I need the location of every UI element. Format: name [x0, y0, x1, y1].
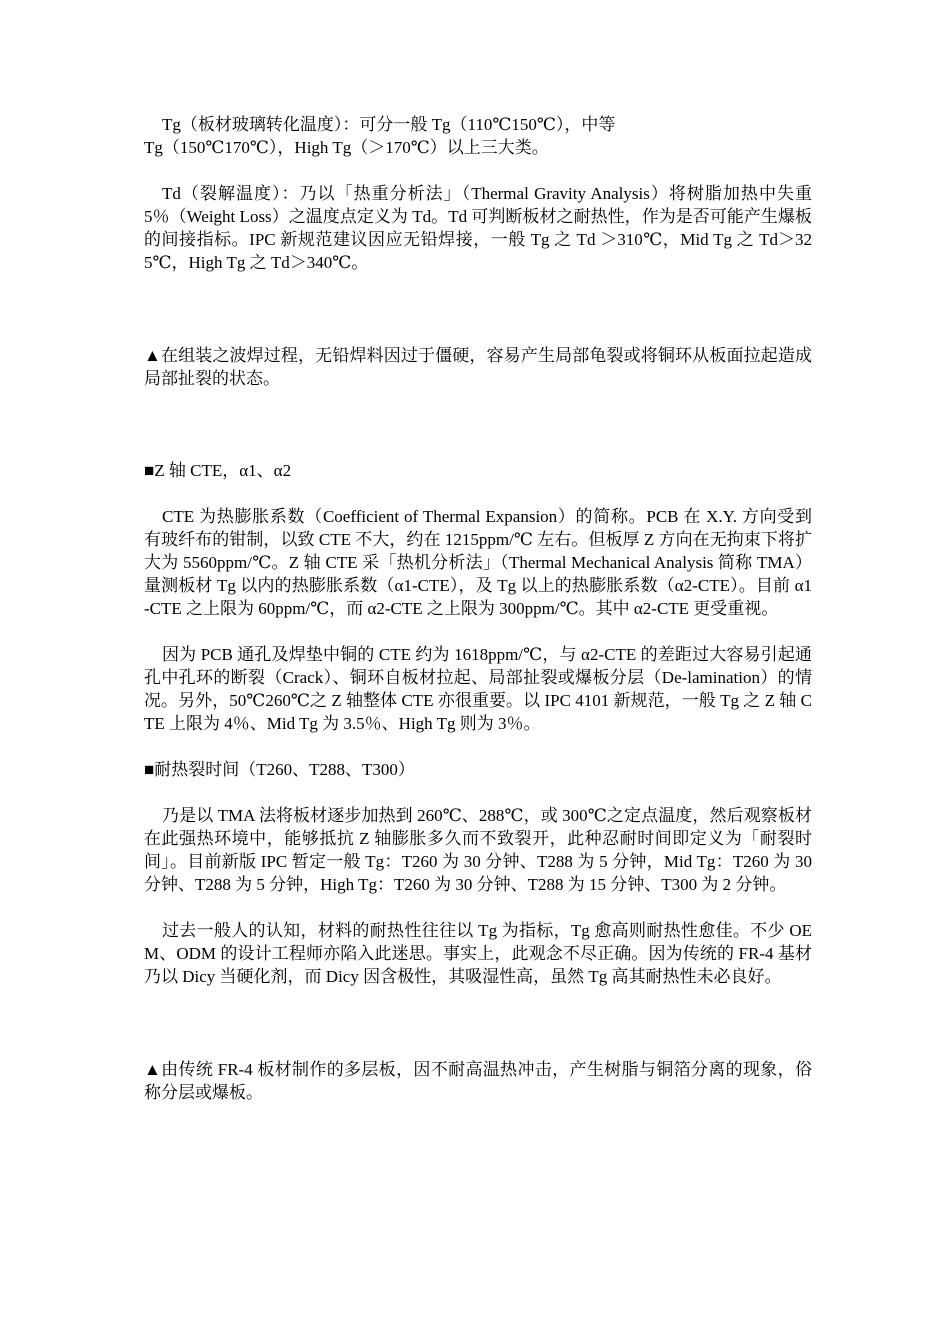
spacer	[144, 896, 812, 919]
spacer	[144, 482, 812, 505]
spacer	[144, 988, 812, 1058]
spacer	[144, 159, 812, 182]
cte-paragraph-2: 因为 PCB 通孔及焊垫中铜的 CTE 约为 1618ppm/℃，与 α2-CTE 的差距过大容易引起通孔中孔环的断裂（Crack）、铜环自板材拉起、局部扯裂或爆板分层（De-lamination）的情况。另外，50℃260℃之 Z 轴整体 CTE 亦很重要。以 IPC 4101 新规范，一般 Tg 之 Z 轴 CTE 上限为 4％、Mid Tg 为 3.5％、High Tg 则为 3％。	[144, 645, 812, 733]
figure-caption-delamination: ▲由传统 FR-4 板材制作的多层板，因不耐高温热冲击，产生树脂与铜箔分离的现象，俗称分层或爆板。	[144, 1060, 812, 1102]
section-heading-z-cte: ■Z 轴 CTE，α1、α2	[144, 461, 292, 480]
spacer	[144, 390, 812, 459]
td-paragraph: Td（裂解温度）：乃以「热重分析法」（Thermal Gravity Analysis）将树脂加热中失重 5％（Weight Loss）之温度点定义为 Td。Td 可判断板材之耐热性，作为是否可能产生爆板的间接指标。IPC 新规范建议因应无铅焊接，一般 Tg 之 Td ＞310℃，Mid Tg 之 Td＞325℃，High Tg 之 Td＞340℃。	[144, 184, 812, 272]
document-body	[144, 113, 812, 1104]
spacer	[144, 274, 812, 344]
time-paragraph-1: 乃是以 TMA 法将板材逐步加热到 260℃、288℃，或 300℃之定点温度，然后观察板材在此强热环境中，能够抵抗 Z 轴膨胀多久而不致裂开，此种忍耐时间即定义为「耐裂时间」。目前新版 IPC 暂定一般 Tg：T260 为 30 分钟、T288 为 5 分钟，Mid Tg：T260 为 30 分钟、T288 为 5 分钟，High Tg：T260 为 30 分钟、T288 为 15 分钟、T300 为 2 分钟。	[144, 806, 812, 894]
tg-paragraph-line2: Tg（150℃170℃），High Tg（＞170℃）以上三大类。	[144, 138, 549, 157]
figure-caption-wave-solder: ▲在组装之波焊过程，无铅焊料因过于僵硬，容易产生局部龟裂或将铜环从板面拉起造成局部扯裂的状态。	[144, 346, 812, 388]
spacer	[144, 781, 812, 804]
tg-paragraph-line1: Tg（板材玻璃转化温度）：可分一般 Tg（110℃150℃），中等	[162, 115, 616, 134]
section-heading-thermal-crack-time: ■耐热裂时间（T260、T288、T300）	[144, 760, 415, 779]
cte-paragraph-1: CTE 为热膨胀系数（Coefficient of Thermal Expansion）的简称。PCB 在 X.Y. 方向受到有玻纤布的钳制，以致 CTE 不大，约在 1215ppm/℃ 左右。但板厚 Z 方向在无拘束下将扩大为 5560ppm/℃。Z 轴 CTE 采「热机分析法」（Thermal Mechanical Analysis 简称 TMA）量测板材 Tg 以内的热膨胀系数（α1-CTE），及 Tg 以上的热膨胀系数（α2-CTE）。目前 α1-CTE 之上限为 60ppm/℃，而 α2-CTE 之上限为 300ppm/℃。其中 α2-CTE 更受重视。	[144, 507, 812, 618]
spacer	[144, 735, 812, 758]
spacer	[144, 620, 812, 643]
time-paragraph-2: 过去一般人的认知，材料的耐热性往往以 Tg 为指标，Tg 愈高则耐热性愈佳。不少 OEM、ODM 的设计工程师亦陷入此迷思。事实上，此观念不尽正确。因为传统的 FR-4 基材乃以 Dicy 当硬化剂，而 Dicy 因含极性，其吸湿性高，虽然 Tg 高其耐热性未必良好。	[144, 921, 812, 986]
